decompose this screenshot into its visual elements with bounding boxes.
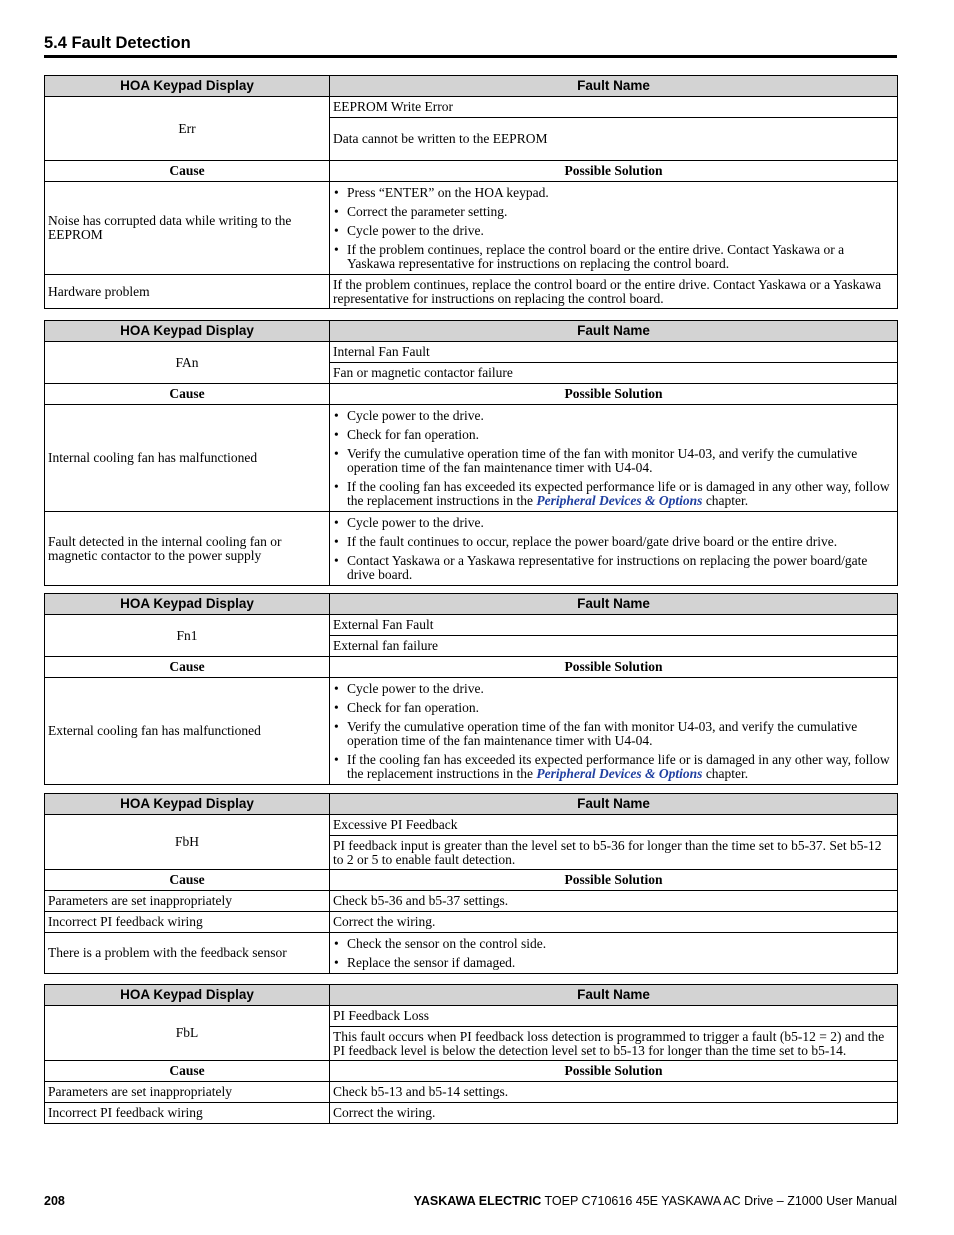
solution-list [333, 516, 894, 582]
solution-item: • Cycle power to the drive. [333, 682, 894, 696]
possible-solution-header: Possible Solution [330, 1061, 898, 1082]
cause-cell: Hardware problem [45, 275, 330, 309]
fault-name: External Fan Fault [330, 615, 898, 636]
fault-code: Err [45, 97, 330, 161]
fault-table-fbl [44, 984, 898, 1124]
solution-item: • Contact Yaskawa or a Yaskawa representative for instructions on replacing the power board/gate drive board. [333, 554, 894, 582]
cause-cell: External cooling fan has malfunctioned [45, 678, 330, 785]
fault-table-fn1 [44, 593, 898, 785]
solution-text: If the cooling fan has exceeded its expected performance life or is damaged in any other way, follow the replacement instructions in the [347, 752, 890, 781]
solution-item: • If the problem continues, replace the control board or the entire drive. Contact Yaskawa or a Yaskawa representative for instructions on replacing the control board. [333, 243, 894, 271]
solution-cell [330, 512, 898, 586]
fault-name: EEPROM Write Error [330, 97, 898, 118]
solution-item: • Check the sensor on the control side. [333, 937, 894, 951]
fault-description: PI feedback input is greater than the level set to b5-36 for longer than the time set to b5-37. Set b5-12 to 2 or 5 to enable fault detection. [330, 836, 898, 870]
solution-item: • Cycle power to the drive. [333, 516, 894, 530]
cause-cell: Incorrect PI feedback wiring [45, 912, 330, 933]
possible-solution-header: Possible Solution [330, 657, 898, 678]
solution-text: chapter. [702, 493, 749, 508]
cause-cell: Internal cooling fan has malfunctioned [45, 405, 330, 512]
hoa-keypad-display-header: HOA Keypad Display [45, 76, 330, 97]
cause-cell: Fault detected in the internal cooling fan or magnetic contactor to the power supply [45, 512, 330, 586]
fault-name-header: Fault Name [330, 794, 898, 815]
page-number: 208 [44, 1194, 65, 1208]
cause-cell: There is a problem with the feedback sensor [45, 933, 330, 974]
solution-text: chapter. [702, 766, 749, 781]
solution-cell [330, 933, 898, 974]
cause-header: Cause [45, 384, 330, 405]
solution-cell: Check b5-13 and b5-14 settings. [330, 1082, 898, 1103]
fault-name-header: Fault Name [330, 985, 898, 1006]
hoa-keypad-display-header: HOA Keypad Display [45, 321, 330, 342]
fault-name-header: Fault Name [330, 321, 898, 342]
fault-code: Fn1 [45, 615, 330, 657]
fault-code: FbH [45, 815, 330, 870]
cause-cell: Parameters are set inappropriately [45, 891, 330, 912]
solution-text: If the cooling fan has exceeded its expected performance life or is damaged in any other way, follow the replacement instructions in the [347, 479, 890, 508]
fault-table-fbh [44, 793, 898, 974]
solution-cell: If the problem continues, replace the control board or the entire drive. Contact Yaskawa or a Yaskawa representative for instructions on replacing the control board. [330, 275, 898, 309]
solution-item: • Verify the cumulative operation time of the fan with monitor U4-03, and verify the cumulative operation time of the fan maintenance timer with U4-04. [333, 447, 894, 475]
solution-list [333, 409, 894, 508]
solution-cell: Check b5-36 and b5-37 settings. [330, 891, 898, 912]
hoa-keypad-display-header: HOA Keypad Display [45, 594, 330, 615]
fault-name: Excessive PI Feedback [330, 815, 898, 836]
solution-item: • Cycle power to the drive. [333, 409, 894, 423]
cause-header: Cause [45, 1061, 330, 1082]
hoa-keypad-display-header: HOA Keypad Display [45, 985, 330, 1006]
footer-brand: YASKAWA ELECTRIC [413, 1194, 542, 1208]
fault-name: Internal Fan Fault [330, 342, 898, 363]
solution-cell: Correct the wiring. [330, 912, 898, 933]
fault-name-header: Fault Name [330, 76, 898, 97]
fault-description: Fan or magnetic contactor failure [330, 363, 898, 384]
fault-table-err [44, 75, 898, 309]
cause-cell: Incorrect PI feedback wiring [45, 1103, 330, 1124]
peripheral-devices-options-link[interactable]: Peripheral Devices & Options [536, 493, 703, 508]
possible-solution-header: Possible Solution [330, 384, 898, 405]
hoa-keypad-display-header: HOA Keypad Display [45, 794, 330, 815]
solution-cell: Correct the wiring. [330, 1103, 898, 1124]
fault-name-header: Fault Name [330, 594, 898, 615]
solution-item: • Check for fan operation. [333, 701, 894, 715]
fault-code: FbL [45, 1006, 330, 1061]
solution-item [333, 753, 894, 781]
solution-item: • Press “ENTER” on the HOA keypad. [333, 186, 894, 200]
cause-header: Cause [45, 870, 330, 891]
solution-item: • Replace the sensor if damaged. [333, 956, 894, 970]
solution-list [333, 186, 894, 271]
solution-cell [330, 182, 898, 275]
cause-header: Cause [45, 161, 330, 182]
solution-item: • If the fault continues to occur, replace the power board/gate drive board or the entire drive. [333, 535, 894, 549]
solution-cell [330, 405, 898, 512]
solution-item: • Verify the cumulative operation time of the fan with monitor U4-03, and verify the cumulative operation time of the fan maintenance timer with U4-04. [333, 720, 894, 748]
possible-solution-header: Possible Solution [330, 870, 898, 891]
solution-item: • Check for fan operation. [333, 428, 894, 442]
solution-item: • Correct the parameter setting. [333, 205, 894, 219]
fault-table-fan [44, 320, 898, 586]
solution-list [333, 682, 894, 781]
fault-name: PI Feedback Loss [330, 1006, 898, 1027]
footer-manual-name: TOEP C710616 45E YASKAWA AC Drive – Z1000 User Manual [541, 1194, 897, 1208]
fault-description: This fault occurs when PI feedback loss detection is programmed to trigger a fault (b5-12 = 2) and the PI feedback level is below the detection level set to b5-13 for longer than the time set to b5-14. [330, 1027, 898, 1061]
page-title: 5.4 Fault Detection [44, 33, 897, 58]
solution-cell [330, 678, 898, 785]
fault-description: Data cannot be written to the EEPROM [330, 118, 898, 161]
solution-list [333, 937, 894, 970]
cause-cell: Noise has corrupted data while writing to the EEPROM [45, 182, 330, 275]
footer-manual-title [414, 1194, 897, 1208]
solution-item: • Cycle power to the drive. [333, 224, 894, 238]
cause-cell: Parameters are set inappropriately [45, 1082, 330, 1103]
fault-code: FAn [45, 342, 330, 384]
solution-item [333, 480, 894, 508]
cause-header: Cause [45, 657, 330, 678]
peripheral-devices-options-link[interactable]: Peripheral Devices & Options [536, 766, 703, 781]
fault-description: External fan failure [330, 636, 898, 657]
possible-solution-header: Possible Solution [330, 161, 898, 182]
